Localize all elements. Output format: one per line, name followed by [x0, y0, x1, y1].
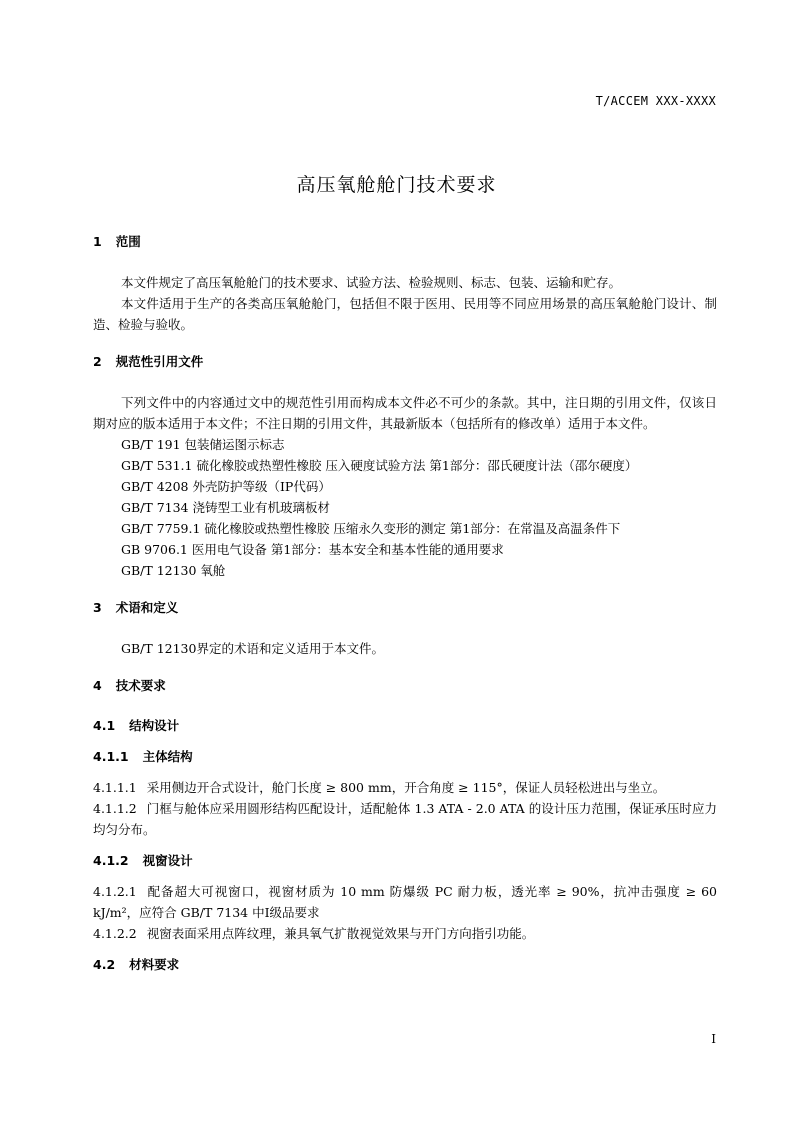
section-number: 2 [93, 354, 102, 369]
reference-item: GB/T 7134 浇铸型工业有机玻璃板材 [121, 500, 330, 515]
reference-item: GB/T 531.1 硫化橡胶或热塑性橡胶 压入硬度试验方法 第1部分：邵氏硬度计法（邵尔硬度） [121, 458, 638, 473]
section-number: 1 [93, 234, 102, 249]
section-1-heading [93, 232, 717, 252]
paragraph: GB/T 12130界定的术语和定义适用于本文件。 [121, 641, 384, 656]
page-number: I [711, 1032, 716, 1046]
clause-number: 4.1.2.2 [93, 926, 137, 941]
section-2-heading [93, 352, 717, 372]
clause-text: 配备超大可视窗口，视窗材质为 10 mm 防爆级 PC 耐力板，透光率 ≥ 90%，抗冲击强度 ≥ 60 kJ/m²，应符合 GB/T 7134 中Ⅰ级品要求 [93, 884, 717, 920]
section-title: 视窗设计 [142, 853, 193, 868]
section-4-heading [93, 676, 717, 696]
section-title: 范围 [115, 234, 141, 249]
paragraph: 本文件规定了高压氧舱舱门的技术要求、试验方法、检验规则、标志、包装、运输和贮存。 [121, 275, 622, 290]
clause-4-1-2-2 [93, 923, 717, 944]
section-number: 4.1.1 [93, 749, 129, 764]
section-title: 结构设计 [129, 718, 180, 733]
subsection-4-1-heading [93, 716, 717, 736]
clause-number: 4.1.1.1 [93, 780, 137, 795]
clause-4-1-2-1 [93, 881, 717, 923]
clause-text: 视窗表面采用点阵纹理，兼具氧气扩散视觉效果与开门方向指引功能。 [146, 926, 535, 941]
clause-number: 4.1.1.2 [93, 801, 137, 816]
document-title: 高压氧舱舱门技术要求 [296, 174, 497, 196]
section-title: 技术要求 [115, 678, 166, 693]
subsection-4-1-1-heading [93, 747, 717, 767]
section-number: 4.1 [93, 718, 116, 733]
section-3-heading [93, 598, 717, 618]
section-number: 4.2 [93, 957, 116, 972]
document-code: T/ACCEM XXX-XXXX [595, 94, 716, 108]
document-body [93, 232, 717, 975]
section-number: 4.1.2 [93, 853, 129, 868]
section-number: 3 [93, 600, 102, 615]
clause-4-1-1-1 [93, 777, 717, 798]
subsection-4-1-2-heading [93, 851, 717, 871]
reference-item: GB 9706.1 医用电气设备 第1部分：基本安全和基本性能的通用要求 [121, 542, 504, 557]
subsection-4-2-heading [93, 955, 717, 975]
reference-item: GB/T 12130 氧舱 [121, 563, 226, 578]
section-title: 材料要求 [129, 957, 180, 972]
reference-item: GB/T 191 包装储运图示标志 [121, 437, 285, 452]
section-title: 术语和定义 [115, 600, 179, 615]
clause-text: 采用侧边开合式设计，舱门长度 ≥ 800 mm，开合角度 ≥ 115°，保证人员轻松进出与坐立。 [146, 780, 666, 795]
clause-number: 4.1.2.1 [93, 884, 137, 899]
clause-4-1-1-2 [93, 798, 717, 840]
clause-text: 门框与舱体应采用圆形结构匹配设计，适配舱体 1.3 ATA - 2.0 ATA 的设计压力范围，保证承压时应力均匀分布。 [93, 801, 717, 837]
reference-item: GB/T 7759.1 硫化橡胶或热塑性橡胶 压缩永久变形的测定 第1部分：在常温及高温条件下 [121, 521, 621, 536]
reference-item: GB/T 4208 外壳防护等级（IP代码） [121, 479, 331, 494]
paragraph: 本文件适用于生产的各类高压氧舱舱门，包括但不限于医用、民用等不同应用场景的高压氧舱舱门设计、制造、检验与验收。 [93, 296, 717, 332]
section-title: 主体结构 [142, 749, 193, 764]
paragraph: 下列文件中的内容通过文中的规范性引用而构成本文件必不可少的条款。其中，注日期的引用文件，仅该日期对应的版本适用于本文件；不注日期的引用文件，其最新版本（包括所有的修改单）适用于本文件。 [93, 395, 717, 431]
section-title: 规范性引用文件 [115, 354, 204, 369]
section-number: 4 [93, 678, 102, 693]
